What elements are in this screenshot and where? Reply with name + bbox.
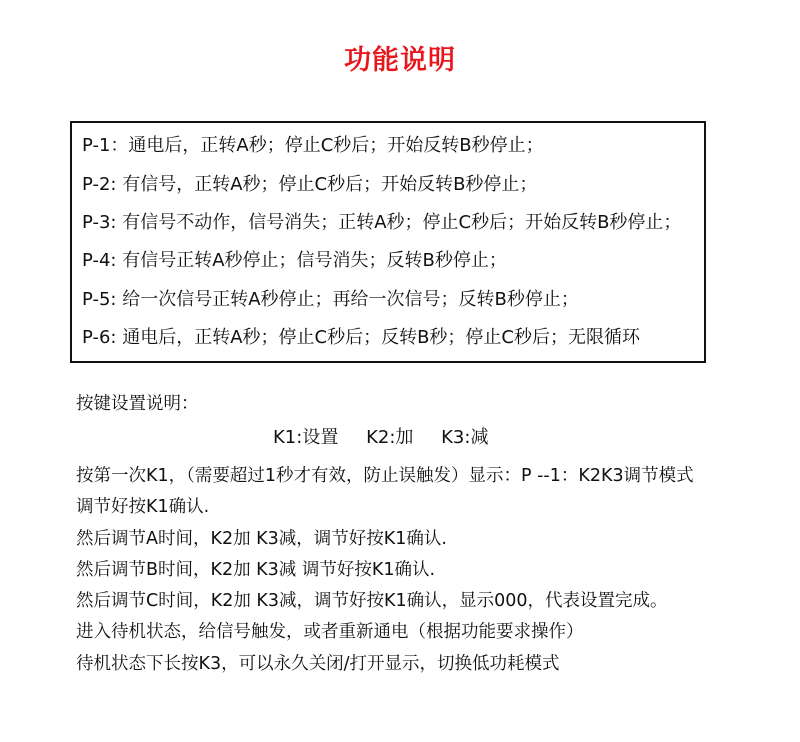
page-title: 功能说明 (344, 45, 456, 76)
key-legend (273, 426, 510, 450)
instruction-line: 然后调节C时间，K2加 K3减，调节好按K1确认，显示000，代表设置完成。 (76, 591, 668, 611)
instruction-line: 待机状态下长按K3，可以永久关闭/打开显示，切换低功耗模式 (76, 654, 560, 674)
key-heading: 按键设置说明： (76, 394, 199, 414)
mode-item-p5: P-5: 给一次信号正转A秒停止；再给一次信号；反转B秒停止； (82, 289, 579, 310)
instruction-line: 然后调节A时间，K2加 K3减，调节好按K1确认. (76, 529, 447, 549)
mode-item-p6: P-6: 通电后，正转A秒；停止C秒后；反转B秒；停止C秒后；无限循环 (82, 327, 640, 348)
mode-item-p1: P-1：通电后，正转A秒；停止C秒后；开始反转B秒停止； (82, 135, 544, 156)
instruction-line: 进入待机状态，给信号触发，或者重新通电（根据功能要求操作） (76, 622, 584, 642)
mode-list-box (70, 121, 706, 363)
instruction-line: 然后调节B时间，K2加 K3减 调节好按K1确认. (76, 560, 436, 580)
key-k2-label: K2:加 (366, 427, 414, 448)
instruction-line: 调节好按K1确认. (76, 497, 210, 517)
key-k3-label: K3:减 (441, 427, 489, 448)
mode-item-p2: P-2: 有信号，正转A秒；停止C秒后；开始反转B秒停止； (82, 174, 538, 195)
mode-item-p3: P-3: 有信号不动作，信号消失；正转A秒；停止C秒后；开始反转B秒停止； (82, 212, 682, 233)
instruction-line: 按第一次K1，（需要超过1秒才有效，防止误触发）显示：P --1：K2K3调节模式 (76, 466, 694, 486)
key-k1-label: K1:设置 (273, 427, 339, 448)
mode-item-p4: P-4: 有信号正转A秒停止；信号消失；反转B秒停止； (82, 250, 507, 271)
